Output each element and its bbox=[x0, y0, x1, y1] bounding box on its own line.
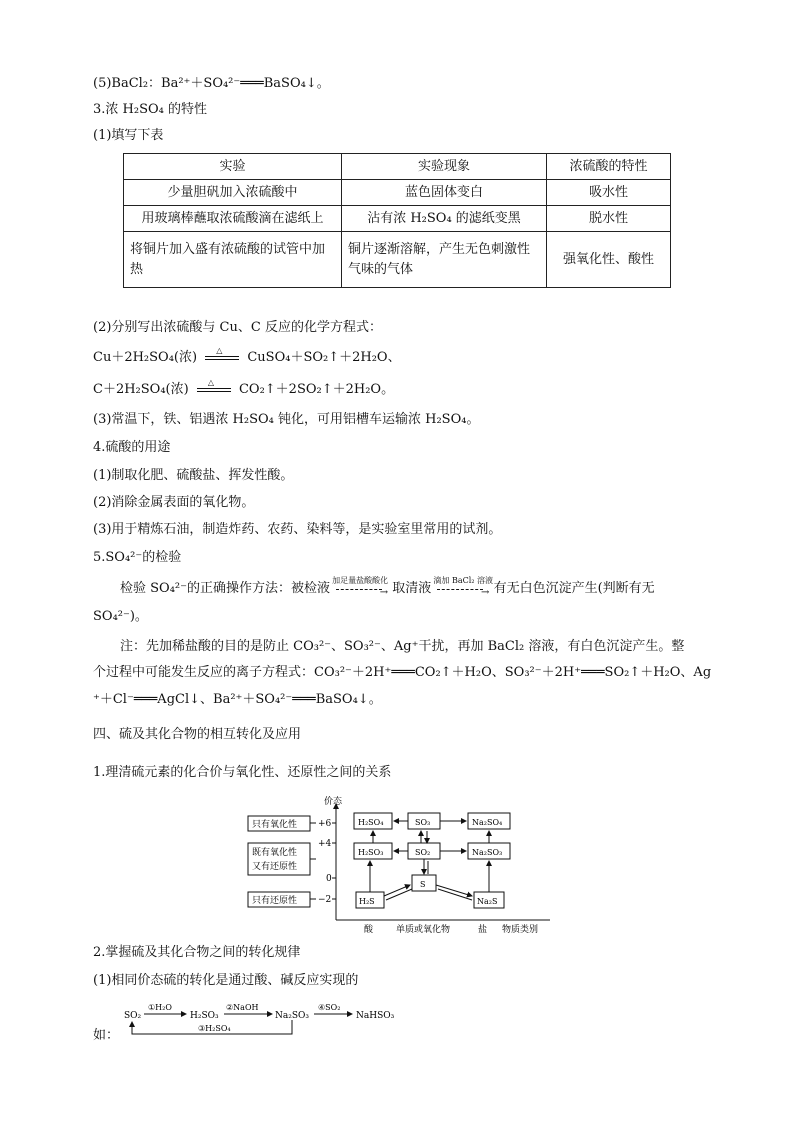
node-so3: SO₃ bbox=[415, 818, 431, 827]
heat-equal-sign bbox=[197, 377, 231, 397]
species-h2so3: H₂SO₃ bbox=[190, 1011, 219, 1021]
procedure-text: 检验 SO₄²⁻的正确操作方法：被检液 bbox=[120, 581, 330, 596]
section-heading-four: 四、硫及其化合物的相互转化及应用 bbox=[93, 727, 302, 742]
reagent-1: ①H₂O bbox=[148, 1003, 172, 1012]
x-category: 酸 bbox=[364, 925, 374, 934]
sub-heading-valence: 1.理清硫元素的化合价与氧化性、还原性之间的关系 bbox=[93, 765, 392, 780]
note-line-3: ⁺＋Cl⁻═══AgCl↓、Ba²⁺＋SO₄²⁻═══BaSO₄↓。 bbox=[93, 692, 382, 707]
tick-label: −2 bbox=[318, 895, 332, 905]
equation-left: C＋2H₂SO₄(浓) bbox=[93, 382, 189, 397]
node-h2so3: H₂SO₃ bbox=[358, 848, 384, 857]
table-cell: 用玻璃棒蘸取浓硫酸滴在滤纸上 bbox=[124, 206, 342, 232]
node-h2so4: H₂SO₄ bbox=[358, 818, 384, 827]
node-s: S bbox=[420, 880, 426, 889]
species-na2so3: Na₂SO₃ bbox=[275, 1011, 310, 1021]
equation-right: CO₂↑＋2SO₂↑＋2H₂O。 bbox=[238, 382, 395, 397]
node-na2s: Na₂S bbox=[477, 897, 498, 906]
side-label-both-a: 既有氧化性 bbox=[252, 848, 298, 858]
table-row bbox=[124, 180, 671, 206]
tick-label: 0 bbox=[326, 874, 332, 884]
side-label-oxidizing: 只有氧化性 bbox=[252, 820, 298, 830]
use-item-1: (1)制取化肥、硫酸盐、挥发性酸。 bbox=[93, 468, 294, 483]
table-cell: 铜片逐渐溶解，产生无色刺激性气味的气体 bbox=[342, 232, 547, 288]
tick-label: +6 bbox=[318, 819, 332, 829]
section-heading-3: 3.浓 H₂SO₄ 的特性 bbox=[93, 102, 207, 117]
table-row bbox=[124, 232, 671, 288]
note-line-1: 注：先加稀盐酸的目的是防止 CO₃²⁻、SO₃²⁻、Ag⁺干扰，再加 BaCl₂ 溶液，有白色沉淀产生。整 bbox=[120, 639, 685, 654]
table-header-row bbox=[124, 154, 671, 180]
sulfuric-acid-property-table bbox=[123, 153, 671, 288]
sub-heading-same-valence: (1)相同价态硫的转化是通过酸、碱反应实现的 bbox=[93, 973, 359, 988]
y-axis-label: 价态 bbox=[324, 797, 343, 807]
arrow-condition: 加足量盐酸酸化 bbox=[332, 575, 389, 585]
table-cell: 少量胆矾加入浓硫酸中 bbox=[124, 180, 342, 206]
reaction-arrow-bacl2: 滴加 BaCl₂ 溶液 → bbox=[435, 582, 489, 596]
x-category: 单质或氧化物 bbox=[396, 925, 451, 934]
sub-heading-fill-table: (1)填写下表 bbox=[93, 128, 164, 143]
node-na2so4: Na₂SO₄ bbox=[472, 818, 503, 827]
node-h2s: H₂S bbox=[359, 897, 375, 906]
heat-equal-sign bbox=[205, 345, 239, 365]
procedure-text: 有无白色沉淀产生(判断有无 bbox=[493, 581, 655, 596]
arrow-condition: 滴加 BaCl₂ 溶液 bbox=[433, 575, 494, 585]
reagent-3: ③H₂SO₄ bbox=[198, 1024, 231, 1033]
procedure-continued: SO₄²⁻)。 bbox=[93, 609, 148, 624]
sub-heading-equations: (2)分别写出浓硫酸与 Cu、C 反应的化学方程式： bbox=[93, 320, 382, 335]
table-header: 实验 bbox=[124, 154, 342, 180]
example-label: 如： bbox=[93, 1028, 120, 1043]
side-label-reducing: 只有还原性 bbox=[252, 896, 298, 906]
equation-right: CuSO₄＋SO₂↑＋2H₂O、 bbox=[247, 350, 401, 365]
valence-diagram bbox=[240, 792, 560, 934]
species-nahso3: NaHSO₃ bbox=[356, 1011, 395, 1021]
reaction-bacl2: (5)BaCl₂：Ba²⁺＋SO₄²⁻═══BaSO₄↓。 bbox=[93, 76, 330, 91]
x-category: 盐 bbox=[478, 925, 488, 934]
section-heading-4: 4.硫酸的用途 bbox=[93, 440, 171, 455]
side-label-both-b: 又有还原性 bbox=[252, 862, 298, 872]
use-item-2: (2)消除金属表面的氧化物。 bbox=[93, 495, 255, 510]
heat-symbol: △ bbox=[216, 345, 223, 355]
use-item-3: (3)用于精炼石油，制造炸药、农药、染料等，是实验室里常用的试剂。 bbox=[93, 522, 502, 537]
x-axis-label: 物质类别 bbox=[502, 925, 539, 934]
table-header: 实验现象 bbox=[342, 154, 547, 180]
reaction-arrow-acidify: 加足量盐酸酸化 → bbox=[334, 582, 388, 596]
note-line-2: 个过程中可能发生反应的离子方程式：CO₃²⁻＋2H⁺═══CO₂↑＋H₂O、SO₃²⁻＋2H⁺═══SO₂↑＋H₂O、Ag bbox=[93, 665, 712, 680]
equation-cu bbox=[93, 345, 401, 367]
tick-label: +4 bbox=[318, 839, 332, 849]
sub-heading-rules: 2.掌握硫及其化合物之间的转化规律 bbox=[93, 945, 301, 960]
conversion-chain-diagram bbox=[120, 998, 410, 1044]
equation-c bbox=[93, 377, 395, 399]
reagent-2: ②NaOH bbox=[226, 1003, 259, 1012]
table-header: 浓硫酸的特性 bbox=[547, 154, 671, 180]
node-na2so3: Na₂SO₃ bbox=[472, 848, 503, 857]
species-so2: SO₂ bbox=[124, 1011, 142, 1021]
passivation-note: (3)常温下，铁、铝遇浓 H₂SO₄ 钝化，可用铝槽车运输浓 H₂SO₄。 bbox=[93, 412, 480, 427]
table-cell: 沾有浓 H₂SO₄ 的滤纸变黑 bbox=[342, 206, 547, 232]
table-cell: 强氧化性、酸性 bbox=[547, 232, 671, 288]
equation-left: Cu＋2H₂SO₄(浓) bbox=[93, 350, 198, 365]
node-so2: SO₂ bbox=[415, 848, 431, 857]
sulfate-test-procedure bbox=[120, 575, 655, 598]
heat-symbol: △ bbox=[207, 377, 214, 387]
table-cell: 蓝色固体变白 bbox=[342, 180, 547, 206]
table-cell: 将铜片加入盛有浓硫酸的试管中加热 bbox=[124, 232, 342, 288]
table-cell: 吸水性 bbox=[547, 180, 671, 206]
reagent-4: ④SO₂ bbox=[318, 1003, 341, 1012]
section-heading-5: 5.SO₄²⁻的检验 bbox=[93, 550, 182, 565]
procedure-text: 取清液 bbox=[392, 581, 432, 596]
table-row bbox=[124, 206, 671, 232]
table-cell: 脱水性 bbox=[547, 206, 671, 232]
